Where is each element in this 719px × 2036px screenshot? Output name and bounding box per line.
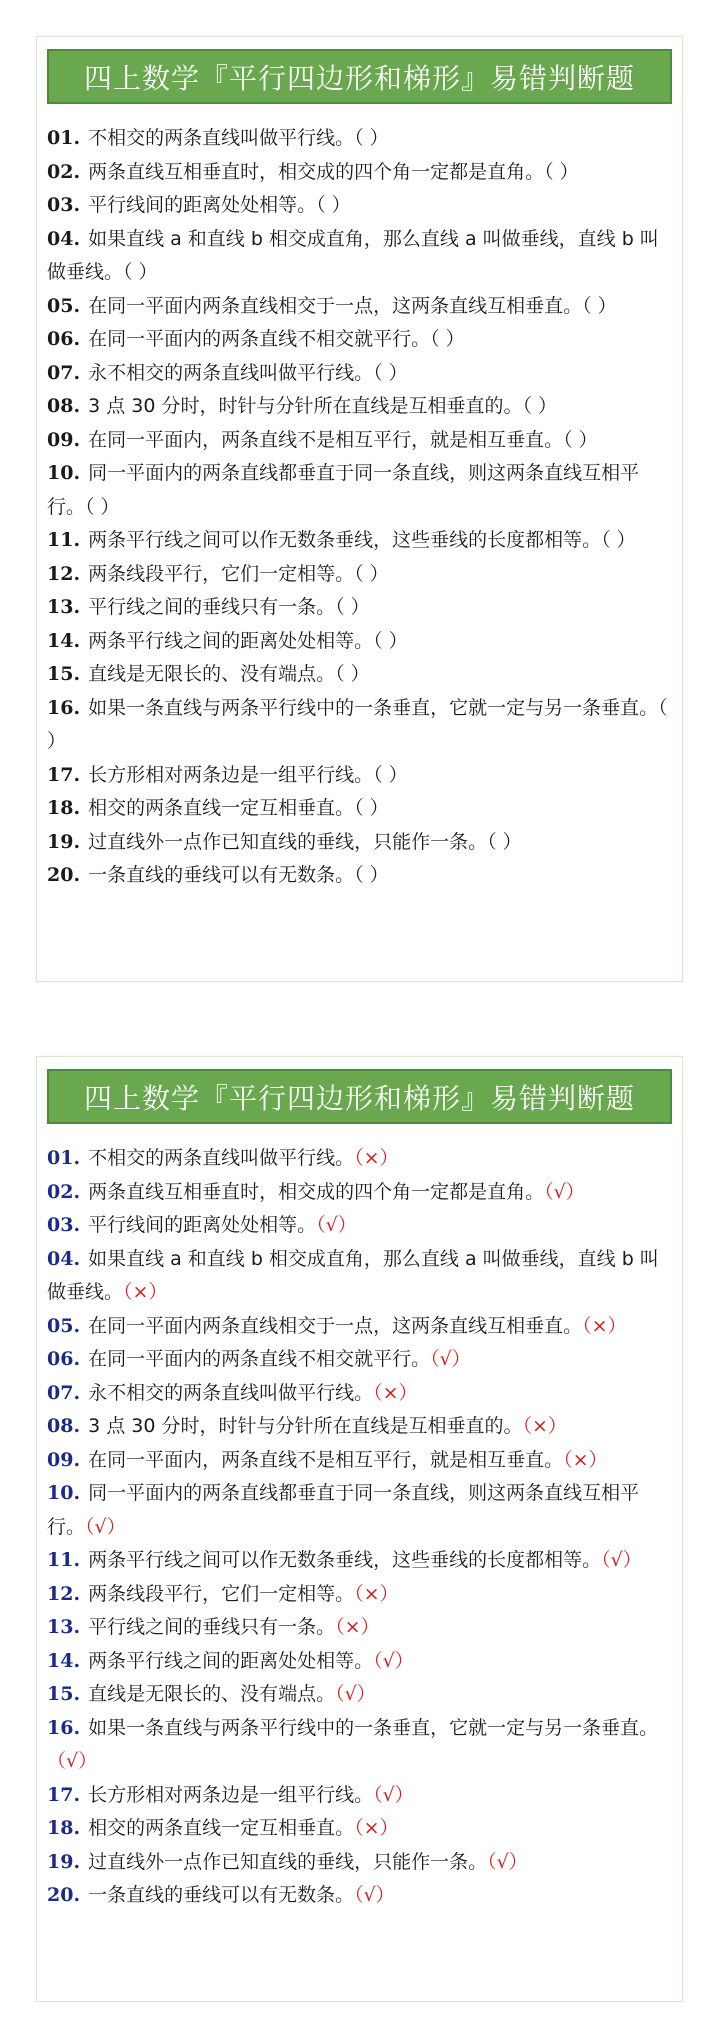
answer-card bbox=[36, 1056, 683, 2002]
item-number: 01. bbox=[47, 127, 81, 149]
question-item bbox=[47, 692, 674, 759]
item-number: 09. bbox=[47, 428, 81, 451]
question-item bbox=[47, 357, 674, 391]
item-number: 15. bbox=[47, 663, 81, 685]
item-text: 平行线之间的垂线只有一条。（ ） bbox=[88, 596, 370, 618]
page-title: 四上数学『平行四边形和梯形』易错判断题 bbox=[83, 61, 635, 95]
answer-mark: （√） bbox=[601, 1549, 642, 1571]
item-text: 在同一平面内的两条直线不相交就平行。（ ） bbox=[88, 328, 465, 350]
answer-item bbox=[47, 1879, 674, 1913]
item-text: 平行线间的距离处处相等。（ ） bbox=[88, 194, 351, 216]
answer-item bbox=[47, 1410, 674, 1444]
item-text: 长方形相对两条边是一组平行线。（ ） bbox=[88, 763, 408, 786]
answer-item bbox=[47, 1444, 674, 1478]
item-number: 10. bbox=[47, 462, 81, 484]
question-item bbox=[47, 524, 674, 558]
item-number: 03. bbox=[47, 194, 81, 216]
answer-mark: （×） bbox=[354, 1817, 399, 1839]
question-item bbox=[47, 658, 674, 692]
item-text: 不相交的两条直线叫做平行线。（ ） bbox=[88, 127, 389, 149]
answer-mark: （√） bbox=[373, 1783, 414, 1806]
item-number: 03. bbox=[47, 1214, 81, 1236]
question-item bbox=[47, 156, 674, 190]
title-banner bbox=[47, 49, 672, 104]
answer-mark: （×） bbox=[335, 1616, 380, 1638]
item-number: 14. bbox=[47, 629, 81, 652]
question-item bbox=[47, 759, 674, 793]
item-text: 平行线之间的垂线只有一条。 bbox=[88, 1616, 336, 1638]
item-number: 12. bbox=[47, 1582, 81, 1605]
item-text: 两条平行线之间可以作无数条垂线，这些垂线的长度都相等。 bbox=[88, 1549, 602, 1571]
item-text: 在同一平面内的两条直线不相交就平行。 bbox=[88, 1348, 431, 1370]
item-text: 一条直线的垂线可以有无数条。（ ） bbox=[88, 864, 389, 886]
item-number: 15. bbox=[47, 1683, 81, 1705]
answer-item bbox=[47, 1377, 674, 1411]
item-text: 同一平面内的两条直线都垂直于同一条直线，则这两条直线互相平行。（ ） bbox=[47, 462, 640, 518]
item-number: 19. bbox=[47, 830, 81, 853]
answer-item bbox=[47, 1142, 674, 1176]
answer-item bbox=[47, 1846, 674, 1880]
answer-mark: （√） bbox=[316, 1214, 357, 1236]
item-number: 04. bbox=[47, 227, 81, 250]
item-text: 不相交的两条直线叫做平行线。 bbox=[88, 1147, 355, 1169]
item-text: 一条直线的垂线可以有无数条。 bbox=[88, 1884, 355, 1906]
item-text: 相交的两条直线一定互相垂直。（ ） bbox=[88, 797, 389, 819]
answer-mark: （×） bbox=[563, 1448, 608, 1471]
item-text: 在同一平面内两条直线相交于一点，这两条直线互相垂直。（ ） bbox=[88, 294, 617, 317]
answer-item bbox=[47, 1578, 674, 1612]
item-number: 18. bbox=[47, 1817, 81, 1839]
question-list bbox=[47, 122, 682, 893]
item-number: 05. bbox=[47, 294, 81, 317]
question-item bbox=[47, 859, 674, 893]
answer-item bbox=[47, 1812, 674, 1846]
question-item bbox=[47, 792, 674, 826]
item-text: 永不相交的两条直线叫做平行线。（ ） bbox=[88, 361, 408, 384]
item-number: 18. bbox=[47, 797, 81, 819]
item-text: 两条平行线之间的距离处处相等。 bbox=[88, 1649, 374, 1672]
item-number: 08. bbox=[47, 1415, 81, 1437]
item-text: 如果一条直线与两条平行线中的一条垂直，它就一定与另一条垂直。（ ） bbox=[47, 696, 668, 752]
question-item bbox=[47, 424, 674, 458]
answer-item bbox=[47, 1611, 674, 1645]
item-number: 17. bbox=[47, 1783, 81, 1806]
item-text: 两条直线互相垂直时，相交成的四个角一定都是直角。（ ） bbox=[88, 160, 579, 183]
answer-mark: （×） bbox=[373, 1381, 418, 1404]
item-number: 05. bbox=[47, 1314, 81, 1337]
item-text: 永不相交的两条直线叫做平行线。 bbox=[88, 1381, 374, 1404]
question-item bbox=[47, 122, 674, 156]
question-item bbox=[47, 558, 674, 592]
question-item bbox=[47, 223, 674, 290]
answer-mark: （√） bbox=[430, 1348, 471, 1370]
answer-mark: （×） bbox=[123, 1281, 168, 1303]
item-number: 13. bbox=[47, 596, 81, 618]
answer-list bbox=[47, 1142, 682, 1913]
item-number: 13. bbox=[47, 1616, 81, 1638]
item-text: 在同一平面内，两条直线不是相互平行，就是相互垂直。（ ） bbox=[88, 428, 598, 451]
item-text: 两条平行线之间可以作无数条垂线，这些垂线的长度都相等。（ ） bbox=[88, 529, 636, 551]
item-number: 12. bbox=[47, 562, 81, 585]
answer-item bbox=[47, 1209, 674, 1243]
item-number: 06. bbox=[47, 1348, 81, 1370]
item-text: 如果一条直线与两条平行线中的一条垂直，它就一定与另一条垂直。 bbox=[88, 1716, 659, 1739]
item-number: 02. bbox=[47, 160, 81, 183]
question-item bbox=[47, 591, 674, 625]
item-number: 09. bbox=[47, 1448, 81, 1471]
item-number: 17. bbox=[47, 763, 81, 786]
item-number: 02. bbox=[47, 1180, 81, 1203]
answer-item bbox=[47, 1712, 674, 1779]
answer-mark: （√） bbox=[544, 1180, 585, 1203]
question-item bbox=[47, 390, 674, 424]
question-item bbox=[47, 625, 674, 659]
question-item bbox=[47, 457, 674, 524]
item-number: 11. bbox=[47, 1549, 81, 1571]
item-number: 01. bbox=[47, 1147, 81, 1169]
answer-item bbox=[47, 1779, 674, 1813]
answer-item bbox=[47, 1678, 674, 1712]
item-number: 11. bbox=[47, 529, 81, 551]
answer-mark: （√） bbox=[487, 1850, 528, 1873]
item-text: 长方形相对两条边是一组平行线。 bbox=[88, 1783, 374, 1806]
title-banner bbox=[47, 1069, 672, 1124]
item-text: 平行线间的距离处处相等。 bbox=[88, 1214, 317, 1236]
item-text: 过直线外一点作已知直线的垂线，只能作一条。 bbox=[88, 1850, 488, 1873]
item-text: 3 点 30 分时，时针与分针所在直线是互相垂直的。（ ） bbox=[88, 395, 557, 417]
answer-item bbox=[47, 1544, 674, 1578]
item-text: 如果直线 a 和直线 b 相交成直角，那么直线 a 叫做垂线，直线 b 叫做垂线。（ ） bbox=[47, 227, 659, 283]
answer-mark: （√） bbox=[85, 1515, 126, 1538]
answer-mark: （√） bbox=[47, 1750, 98, 1772]
question-item bbox=[47, 189, 674, 223]
question-card bbox=[36, 36, 683, 982]
item-number: 06. bbox=[47, 328, 81, 350]
item-text: 两条直线互相垂直时，相交成的四个角一定都是直角。 bbox=[88, 1180, 545, 1203]
item-number: 20. bbox=[47, 864, 81, 886]
question-item bbox=[47, 323, 674, 357]
answer-mark: （√） bbox=[354, 1884, 395, 1906]
item-number: 16. bbox=[47, 1716, 81, 1739]
item-text: 在同一平面内，两条直线不是相互平行，就是相互垂直。 bbox=[88, 1448, 564, 1471]
item-text: 3 点 30 分时，时针与分针所在直线是互相垂直的。 bbox=[88, 1415, 523, 1437]
answer-mark: （×） bbox=[354, 1582, 399, 1605]
item-number: 14. bbox=[47, 1649, 81, 1672]
item-number: 08. bbox=[47, 395, 81, 417]
answer-mark: （×） bbox=[354, 1147, 399, 1169]
answer-item bbox=[47, 1645, 674, 1679]
item-text: 两条线段平行，它们一定相等。（ ） bbox=[88, 562, 389, 585]
item-number: 07. bbox=[47, 1381, 81, 1404]
item-text: 两条线段平行，它们一定相等。 bbox=[88, 1582, 355, 1605]
item-number: 19. bbox=[47, 1850, 81, 1873]
item-text: 在同一平面内两条直线相交于一点，这两条直线互相垂直。 bbox=[88, 1314, 583, 1337]
item-text: 直线是无限长的、没有端点。 bbox=[88, 1683, 336, 1705]
item-number: 04. bbox=[47, 1247, 81, 1270]
item-text: 同一平面内的两条直线都垂直于同一条直线，则这两条直线互相平行。 bbox=[47, 1482, 640, 1538]
answer-mark: （√） bbox=[335, 1683, 376, 1705]
item-text: 如果直线 a 和直线 b 相交成直角，那么直线 a 叫做垂线，直线 b 叫做垂线。 bbox=[47, 1247, 659, 1303]
item-number: 07. bbox=[47, 361, 81, 384]
item-text: 过直线外一点作已知直线的垂线，只能作一条。（ ） bbox=[88, 830, 522, 853]
page-title: 四上数学『平行四边形和梯形』易错判断题 bbox=[83, 1081, 635, 1115]
answer-mark: （√） bbox=[373, 1649, 414, 1672]
answer-mark: （×） bbox=[582, 1314, 627, 1337]
answer-mark: （×） bbox=[522, 1415, 567, 1437]
question-item bbox=[47, 826, 674, 860]
item-text: 相交的两条直线一定互相垂直。 bbox=[88, 1817, 355, 1839]
item-number: 16. bbox=[47, 696, 81, 719]
answer-item bbox=[47, 1243, 674, 1310]
item-text: 直线是无限长的、没有端点。（ ） bbox=[88, 663, 370, 685]
item-number: 20. bbox=[47, 1884, 81, 1906]
answer-item bbox=[47, 1477, 674, 1544]
answer-item bbox=[47, 1310, 674, 1344]
answer-item bbox=[47, 1343, 674, 1377]
answer-item bbox=[47, 1176, 674, 1210]
item-number: 10. bbox=[47, 1482, 81, 1504]
question-item bbox=[47, 290, 674, 324]
item-text: 两条平行线之间的距离处处相等。（ ） bbox=[88, 629, 408, 652]
